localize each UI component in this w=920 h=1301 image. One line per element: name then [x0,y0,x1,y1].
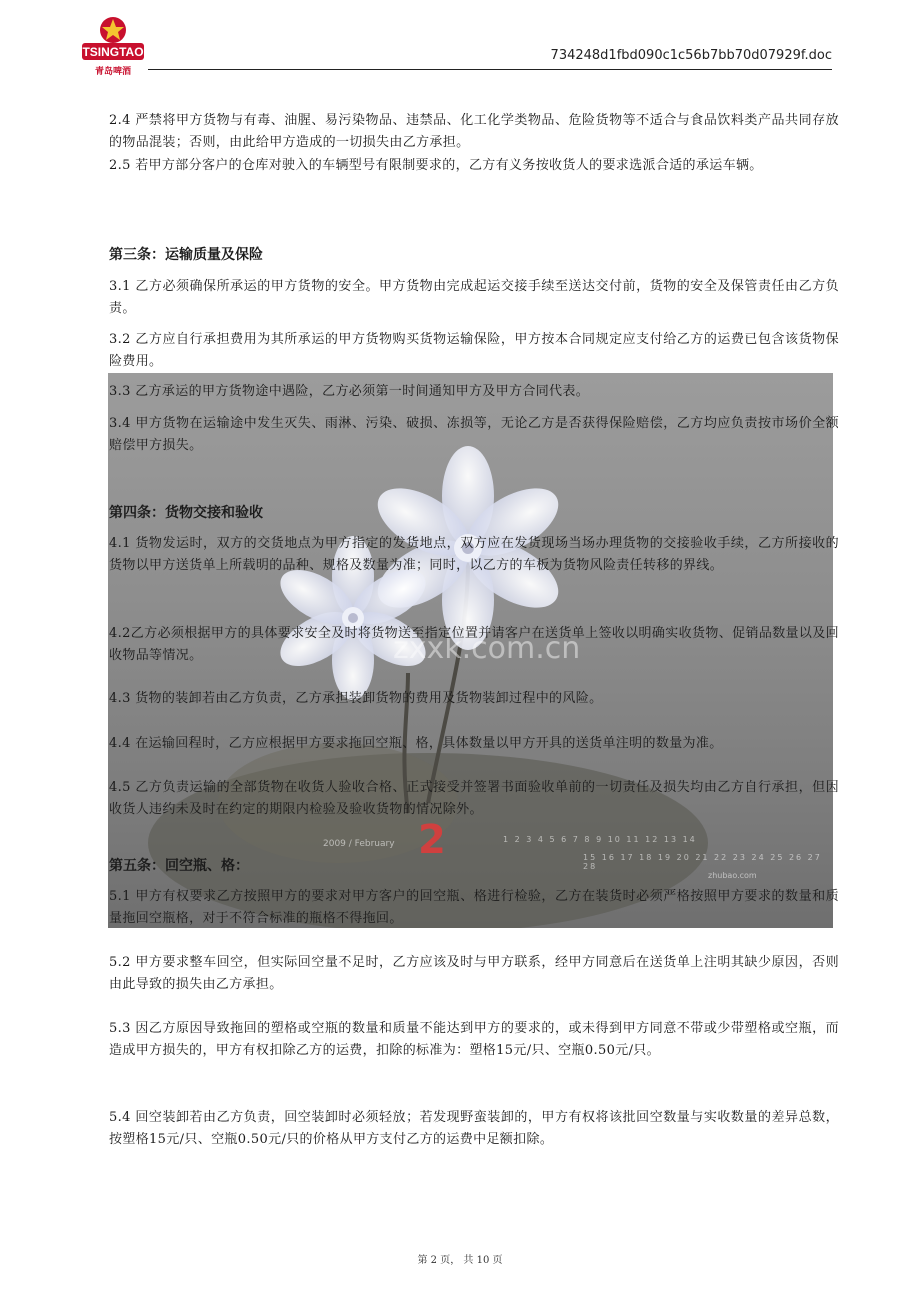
site-text: zhubao.com [708,871,757,880]
svg-text:青岛啤酒: 青岛啤酒 [94,67,132,77]
clause-4-5: 4.5 乙方负责运输的全部货物在收货人验收合格、正式接受并签署书面验收单前的一切责任及损失均由乙方自行承担，但因收货人违约未及时在约定的期限内检验及验收货物的情况除外。 [109,780,839,817]
clause-3-3: 3.3 乙方承运的甲方货物途中遇险，乙方必须第一时间通知甲方及甲方合同代表。 [109,384,590,399]
article-5-heading: 第五条：回空瓶、格： [109,858,249,874]
header-rule [148,69,832,70]
calendar-row-1: 1 2 3 4 5 6 7 8 9 10 11 12 13 14 [503,835,697,844]
document-filename: 734248d1fbd090c1c56b7bb70d07929f.doc [550,48,832,63]
clause-4-4: 4.4 在运输回程时，乙方应根据甲方要求拖回空瓶、格，具体数量以甲方开具的送货单注明的数量为准。 [109,736,723,751]
svg-text:TSINGTAO: TSINGTAO [82,45,144,59]
clause-3-1: 3.1 乙方必须确保所承运的甲方货物的安全。甲方货物由完成起运交接手续至送达交付前，货物的安全及保管责任由乙方负责。 [109,279,839,316]
calendar-title: 2009 / February [323,839,395,849]
page-number-footer: 第 2 页， 共 10 页 [417,1255,503,1266]
clause-5-2: 5.2 甲方要求整车回空，但实际回空量不足时，乙方应该及时与甲方联系，经甲方同意后在送货单上注明其缺少原因，否则由此导致的损失由乙方承担。 [109,955,839,992]
clause-2-4: 2.4 严禁将甲方货物与有毒、油腥、易污染物品、违禁品、化工化学类物品、危险货物等不适合与食品饮料类产品共同存放的物品混装；否则，由此给甲方造成的一切损失由乙方承担。 [109,113,839,150]
tsingtao-logo [80,10,146,82]
clause-4-2: 4.2乙方必须根据甲方的具体要求安全及时将货物送至指定位置并请客户在送货单上签收以明确实收货物、促销品数量以及回收物品等情况。 [109,626,839,663]
clause-2-5: 2.5 若甲方部分客户的仓库对驶入的车辆型号有限制要求的，乙方有义务按收货人的要求选派合适的承运车辆。 [109,158,763,173]
calendar-row-2: 15 16 17 18 19 20 21 22 23 24 25 26 27 28 [583,853,822,871]
clause-3-2: 3.2 乙方应自行承担费用为其所承运的甲方货物购买货物运输保险，甲方按本合同规定应支付给乙方的运费已包含该货物保险费用。 [109,332,839,369]
clause-3-4: 3.4 甲方货物在运输途中发生灭失、雨淋、污染、破损、冻损等，无论乙方是否获得保险赔偿，乙方均应负责按市场价全额赔偿甲方损失。 [109,416,839,453]
svg-text:2: 2 [418,817,446,863]
article-3-heading: 第三条：运输质量及保险 [109,247,263,263]
clause-5-4: 5.4 回空装卸若由乙方负责，回空装卸时必须轻放；若发现野蛮装卸的，甲方有权将该批回空数量与实收数量的差异总数，按塑格15元/只、空瓶0.50元/只的价格从甲方支付乙方的运费中足额扣除。 [109,1110,839,1147]
clause-4-3: 4.3 货物的装卸若由乙方负责，乙方承担装卸货物的费用及货物装卸过程中的风险。 [109,691,603,706]
article-4-heading: 第四条：货物交接和验收 [109,505,263,521]
watermark-text: zxxk.com.cn [393,631,581,666]
clause-5-1: 5.1 甲方有权要求乙方按照甲方的要求对甲方客户的回空瓶、格进行检验，乙方在装货时必须严格按照甲方要求的数量和质量拖回空瓶格，对于不符合标准的瓶格不得拖回。 [109,889,839,926]
clause-5-3: 5.3 因乙方原因导致拖回的塑格或空瓶的数量和质量不能达到甲方的要求的，或未得到甲方同意不带或少带塑格或空瓶，而造成甲方损失的，甲方有权扣除乙方的运费，扣除的标准为：塑格15元/只、空瓶0.50元/只。 [109,1021,839,1058]
clause-4-1: 4.1 货物发运时，双方的交货地点为甲方指定的发货地点，双方应在发货现场当场办理货物的交接验收手续，乙方所接收的货物以甲方送货单上所载明的品种、规格及数量为准；同时，以乙方的车板为货物风险责任转移的界线。 [109,536,839,573]
